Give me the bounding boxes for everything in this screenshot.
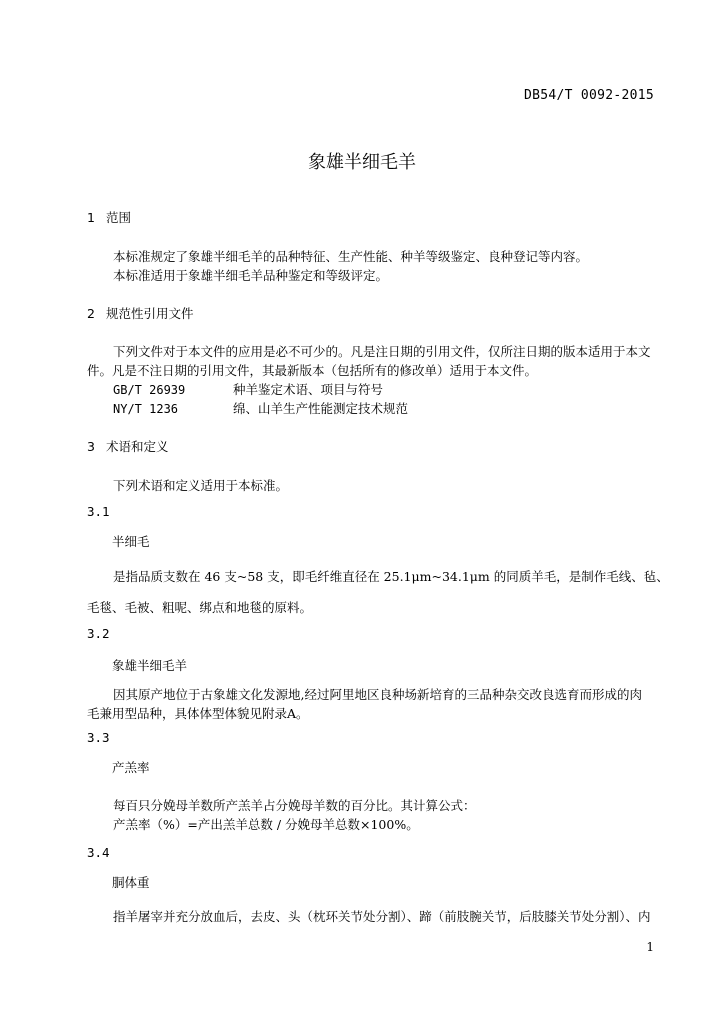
reference-code: GB/T 26939: [113, 383, 186, 397]
section-2-title: 规范性引用文件: [106, 306, 194, 321]
formula-line: 产羔率（%）=产出羔羊总数 / 分娩母羊总数×100%。: [113, 817, 419, 832]
term-title: 半细毛: [112, 534, 150, 549]
term-definition-line-1: 指羊屠宰并充分放血后，去皮、头（枕环关节处分割）、蹄（前肢腕关节，后肢膝关节处分割）、内: [113, 909, 651, 924]
section-1-heading: [87, 208, 131, 226]
reference-code: NY/T 1236: [113, 402, 179, 416]
term-number: 3.1: [87, 504, 110, 519]
section-1-para-1: 本标准规定了象雄半细毛羊的品种特征、生产性能、种羊等级鉴定、良种登记等内容。: [113, 249, 589, 264]
page-number: 1: [646, 940, 654, 954]
reference-name: 种羊鉴定术语、项目与符号: [233, 382, 384, 397]
section-2-para-line-2: 件。凡是不注日期的引用文件，其最新版本（包括所有的修改单）适用于本文件。: [87, 363, 538, 378]
document-title: 象雄半细毛羊: [308, 152, 416, 173]
term-number: 3.4: [87, 845, 110, 860]
section-2-number: 2: [87, 306, 95, 321]
term-definition-line-1: 是指品质支数在 46 支~58 支，即毛纤维直径在 25.1μm~34.1μm 的同质羊毛，是制作毛线、毡、: [113, 569, 669, 584]
section-1-para-2: 本标准适用于象雄半细毛羊品种鉴定和等级评定。: [113, 268, 389, 283]
section-3-number: 3: [87, 439, 95, 454]
term-definition-line-2: 毛兼用型品种，具体体型体貌见附录A。: [87, 706, 309, 721]
section-3-heading: [87, 437, 169, 455]
section-2-para-line-1: 下列文件对于本文件的应用是必不可少的。凡是注日期的引用文件，仅所注日期的版本适用于本文: [113, 344, 651, 359]
standard-number: DB54/T 0092-2015: [523, 88, 654, 103]
section-1-title: 范围: [106, 210, 132, 225]
term-number: 3.2: [87, 626, 110, 641]
term-definition-line-2: 毛毯、毛被、粗呢、绑点和地毯的原料。: [87, 600, 313, 615]
section-3-title: 术语和定义: [106, 439, 169, 454]
section-3-intro: 下列术语和定义适用于本标准。: [113, 478, 289, 493]
reference-row: [113, 380, 383, 398]
reference-name: 绵、山羊生产性能测定技术规范: [233, 401, 409, 416]
section-1-number: 1: [87, 210, 95, 225]
reference-row: [113, 399, 408, 417]
term-definition-line-1: 每百只分娩母羊数所产羔羊占分娩母羊数的百分比。其计算公式：: [113, 798, 476, 813]
term-title: 象雄半细毛羊: [112, 658, 188, 673]
term-title: 胴体重: [112, 875, 150, 890]
term-definition-line-1: 因其原产地位于古象雄文化发源地,经过阿里地区良种场新培育的三品种杂交改良选育而形成的肉: [113, 687, 642, 702]
term-number: 3.3: [87, 730, 110, 745]
term-title: 产羔率: [112, 760, 150, 775]
section-2-heading: [87, 304, 194, 322]
